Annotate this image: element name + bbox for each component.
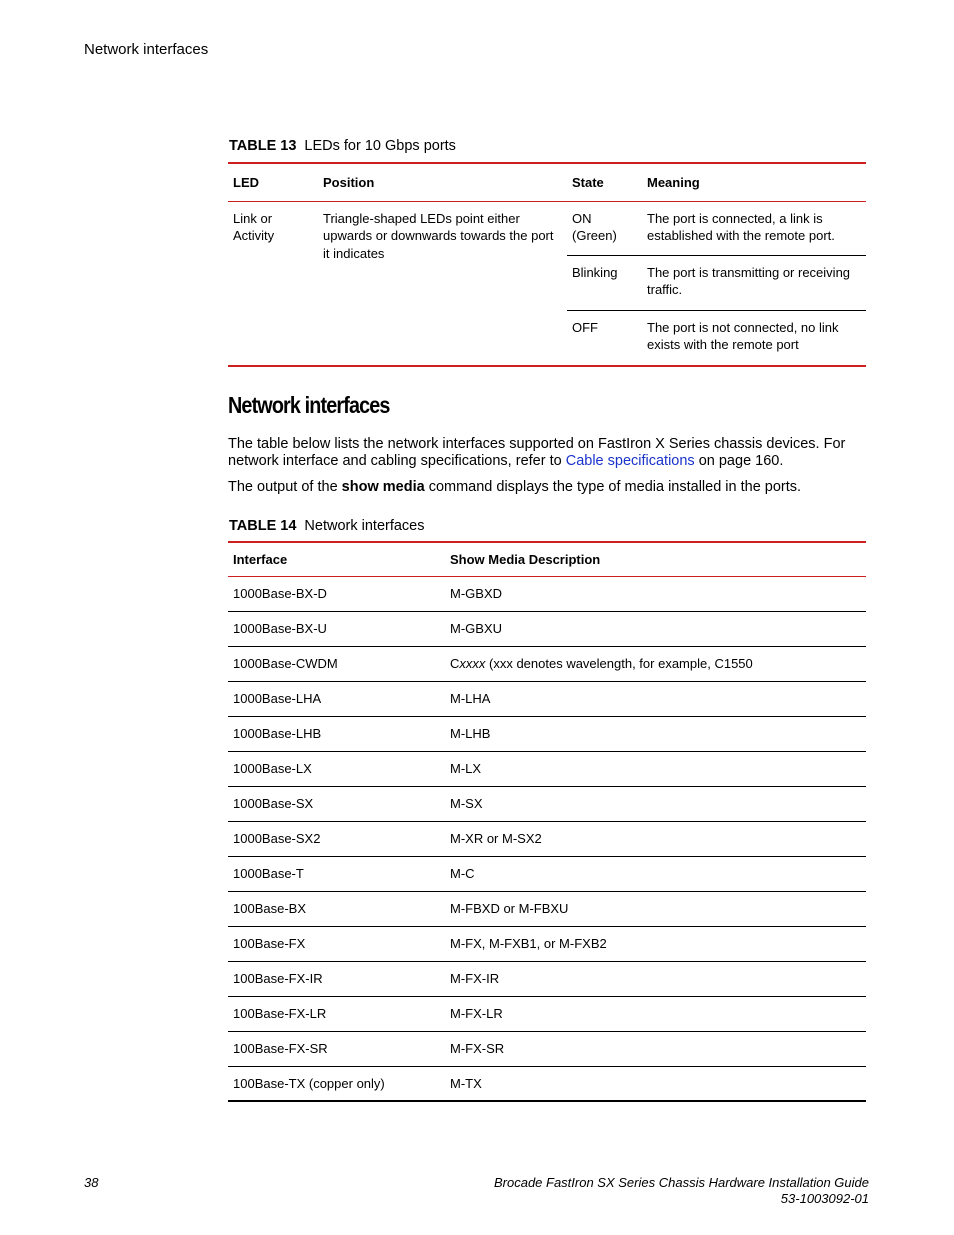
meaning-cell: The port is transmitting or receiving traffic. <box>642 255 866 310</box>
show-media-paragraph <box>228 479 848 496</box>
show-media-description-cell: M-GBXU <box>450 620 502 636</box>
column-header-meaning: Meaning <box>647 174 700 190</box>
table-14-caption <box>229 518 425 534</box>
led-cell: Link or Activity <box>233 210 275 243</box>
table-row <box>228 1031 866 1066</box>
guide-title: Brocade FastIron SX Series Chassis Hardware Installation Guide <box>493 1175 869 1190</box>
intro-paragraph <box>228 436 848 470</box>
interface-cell: 1000Base-LHB <box>233 725 322 741</box>
interface-cell: 1000Base-BX-D <box>233 585 327 601</box>
table-row <box>228 716 866 751</box>
column-header-state: State <box>572 174 604 190</box>
interface-cell: 100Base-FX-IR <box>233 970 323 986</box>
table-row <box>228 821 866 856</box>
show-media-description-cell: M-LX <box>450 760 482 776</box>
position-cell: Triangle-shaped LEDs point either upwards or downwards towards the port it indicates <box>323 210 554 261</box>
table-row <box>228 786 866 821</box>
cwdm-suffix: (xxx denotes wavelength, for example, C1550 <box>485 655 753 671</box>
table-row <box>228 611 866 646</box>
show-media-description-cell: M-GBXD <box>450 585 502 601</box>
table-row <box>228 576 866 611</box>
intro-text-end: on page 160. <box>694 453 784 469</box>
page-number: 38 <box>84 1175 99 1190</box>
column-header-led: LED <box>233 174 259 190</box>
running-header: Network interfaces <box>84 41 209 58</box>
interface-cell: 100Base-TX (copper only) <box>233 1075 385 1091</box>
show-media-description-cell: M-FX, M-FXB1, or M-FXB2 <box>450 935 607 951</box>
table-13-label: TABLE 13 <box>229 138 297 154</box>
table-header-row <box>228 542 866 576</box>
show-media-description-cell: M-FX-SR <box>450 1040 505 1056</box>
show-media-description-cell <box>445 646 866 681</box>
table-row <box>228 961 866 996</box>
state-cell: Blinking <box>567 255 642 310</box>
table-row <box>228 201 866 255</box>
state-cell: OFF <box>572 319 598 335</box>
document-number: 53-1003092-01 <box>780 1191 869 1206</box>
section-heading: Network interfaces <box>228 392 390 418</box>
show-media-description-cell: M-LHB <box>450 725 491 741</box>
show-media-description-cell: M-LHA <box>450 690 491 706</box>
interface-cell: 1000Base-LX <box>233 760 312 776</box>
show-media-text: The output of the <box>228 479 342 495</box>
interface-cell: 1000Base-BX-U <box>233 620 327 636</box>
cwdm-prefix: C <box>450 655 460 671</box>
show-media-description-cell: M-XR or M-SX2 <box>450 830 542 846</box>
interface-cell: 1000Base-T <box>233 865 304 881</box>
interface-cell: 1000Base-CWDM <box>233 655 338 671</box>
network-interfaces-table <box>228 541 866 1102</box>
table-14-title: Network interfaces <box>304 518 425 534</box>
meaning-cell: The port is connected, a link is established with the remote port. <box>642 201 866 255</box>
led-table <box>228 162 866 367</box>
table-14-label: TABLE 14 <box>229 518 297 534</box>
interface-cell: 100Base-BX <box>233 900 306 916</box>
show-media-description-cell: M-FX-LR <box>450 1005 503 1021</box>
table-row <box>228 996 866 1031</box>
table-row <box>228 926 866 961</box>
show-media-command: show media <box>341 479 425 495</box>
state-cell: ON (Green) <box>567 201 642 255</box>
table-13-caption <box>229 138 456 154</box>
interface-cell: 100Base-FX-SR <box>233 1040 328 1056</box>
show-media-description-cell: M-TX <box>450 1075 482 1091</box>
interface-cell: 100Base-FX <box>233 935 306 951</box>
interface-cell: 100Base-FX-LR <box>233 1005 327 1021</box>
intro-text: The table below lists the network interfaces supported on FastIron X Series chassis devices. For network interface and cabling specifications, refer to <box>228 436 846 469</box>
show-media-text-end: command displays the type of media installed in the ports. <box>424 479 802 495</box>
meaning-cell: The port is not connected, no link exists with the remote port <box>647 319 839 352</box>
interface-cell: 1000Base-SX <box>233 795 314 811</box>
table-row <box>228 856 866 891</box>
table-row <box>228 891 866 926</box>
table-header-row <box>228 163 866 201</box>
column-header-show-media-description: Show Media Description <box>450 551 601 567</box>
interface-cell: 1000Base-LHA <box>233 690 322 706</box>
cable-specifications-link[interactable]: Cable specifications <box>565 453 695 469</box>
column-header-position: Position <box>323 174 375 190</box>
table-row <box>228 681 866 716</box>
table-row <box>228 1066 866 1101</box>
cwdm-wavelength-placeholder: xxxx <box>459 655 486 671</box>
column-header-interface: Interface <box>233 551 288 567</box>
table-row <box>228 646 866 681</box>
show-media-description-cell: M-SX <box>450 795 483 811</box>
show-media-description-cell: M-FX-IR <box>450 970 500 986</box>
footer-guide-info <box>494 1175 869 1207</box>
table-13-title: LEDs for 10 Gbps ports <box>304 138 456 154</box>
table-row <box>228 751 866 786</box>
interface-cell: 1000Base-SX2 <box>233 830 321 846</box>
show-media-description-cell: M-FBXD or M-FBXU <box>450 900 569 916</box>
show-media-description-cell: M-C <box>450 865 475 881</box>
